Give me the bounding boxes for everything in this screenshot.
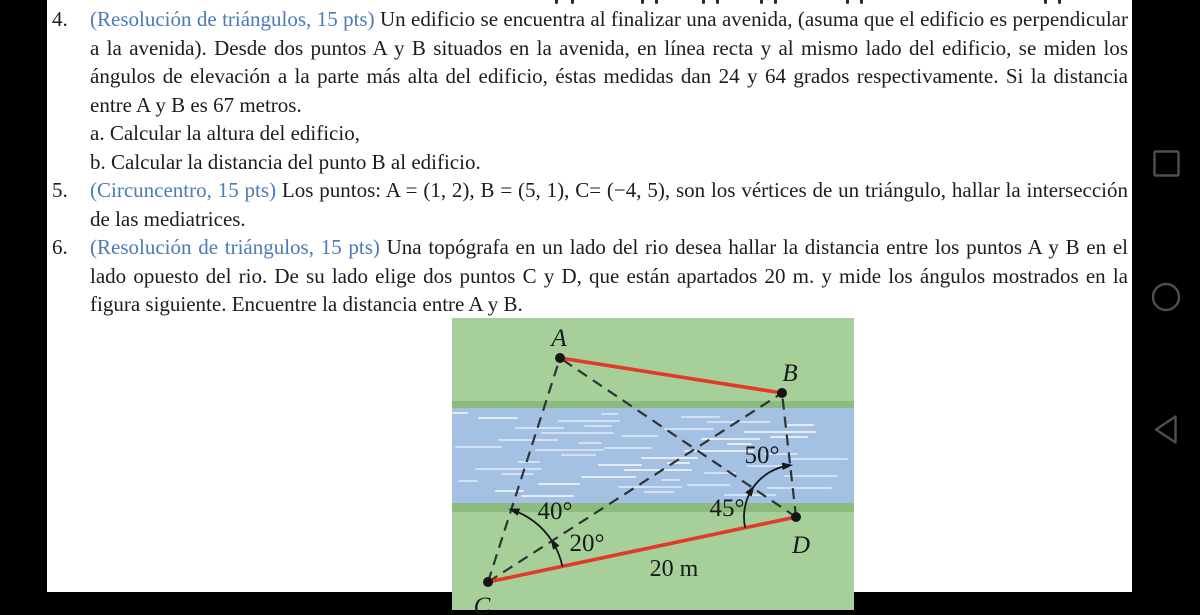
recents-button[interactable] [1150,147,1182,179]
clipped-glyph-fragment [555,0,558,4]
problem-item-5 [47,176,1130,233]
problem-body: Un edificio se encuentra al finalizar una avenida, (asuma que el edificio es perpendicular a la avenida). Desde dos puntos A y B situados en la avenida, en línea recta y al mismo lado del edificio, se miden los ángulos de elevación a la parte más alta del edificio, éstas medidas dan 24 y 64 grados respectivamente. Si la distancia entre A y B es 67 metros. [90,7,1128,117]
problem-heading: (Resolución de triángulos, 15 pts) [90,7,375,31]
clipped-glyph-fragment [760,0,763,4]
clipped-glyph-fragment [846,0,849,4]
problem-heading: (Resolución de triángulos, 15 pts) [90,235,380,259]
problem-text [90,176,1130,233]
problem-subitem-a: a. Calcular la altura del edificio, [90,121,360,145]
clipped-glyph-fragment [655,0,658,4]
svg-text:50°: 50° [744,442,780,469]
problem-subitem-b: b. Calcular la distancia del punto B al edificio. [90,149,481,174]
home-button[interactable] [1150,281,1182,313]
svg-text:D: D [791,532,811,559]
android-nav-bar [1132,0,1200,592]
svg-text:C: C [473,593,491,615]
problem-number: 6. [52,235,68,259]
svg-text:20°: 20° [569,530,605,557]
clipped-glyph-fragment [702,0,705,4]
river-survey-diagram [452,318,854,615]
clipped-glyph-fragment [860,0,863,4]
problem-text [90,5,1130,176]
problem-number: 5. [52,178,68,202]
svg-text:20 m: 20 m [649,556,699,582]
problem-body: Una topógrafa en un lado del rio desea hallar la distancia entre los puntos A y B en el lado opuesto del rio. De su lado elige dos puntos C y D, que están apartados 20 m. y mide los ángulos mostrados en la figura siguiente. Encuentre la distancia entre A y B. [90,235,1128,316]
clipped-glyph-fragment [1058,0,1061,4]
clipped-glyph-fragment [571,0,574,4]
problem-item-4 [47,5,1130,176]
home-circle-icon [1150,281,1182,313]
problem-heading: (Circuncentro, 15 pts) [90,178,277,202]
problem-item-6 [47,233,1130,319]
svg-text:45°: 45° [709,495,745,522]
document-page[interactable] [47,0,1132,615]
exam-text-block [47,0,1132,319]
clipped-glyph-fragment [1044,0,1047,4]
svg-text:A: A [551,325,567,352]
recents-square-icon [1150,147,1182,179]
back-icon [1150,413,1182,445]
left-letterbox-bar [0,0,47,592]
problem-number: 4. [52,7,68,31]
svg-text:B: B [782,360,798,387]
problem-body: Los puntos: A = (1, 2), B = (5, 1), C= (−4, 5), son los vértices de un triángulo, hallar la intersección de las mediatrices. [90,178,1128,231]
svg-text:40°: 40° [537,498,573,525]
back-triangle-icon[interactable] [1150,413,1182,445]
clipped-glyph-fragment [641,0,644,4]
clipped-glyph-fragment [774,0,777,4]
clipped-glyph-fragment [716,0,719,4]
problem-text [90,233,1130,319]
